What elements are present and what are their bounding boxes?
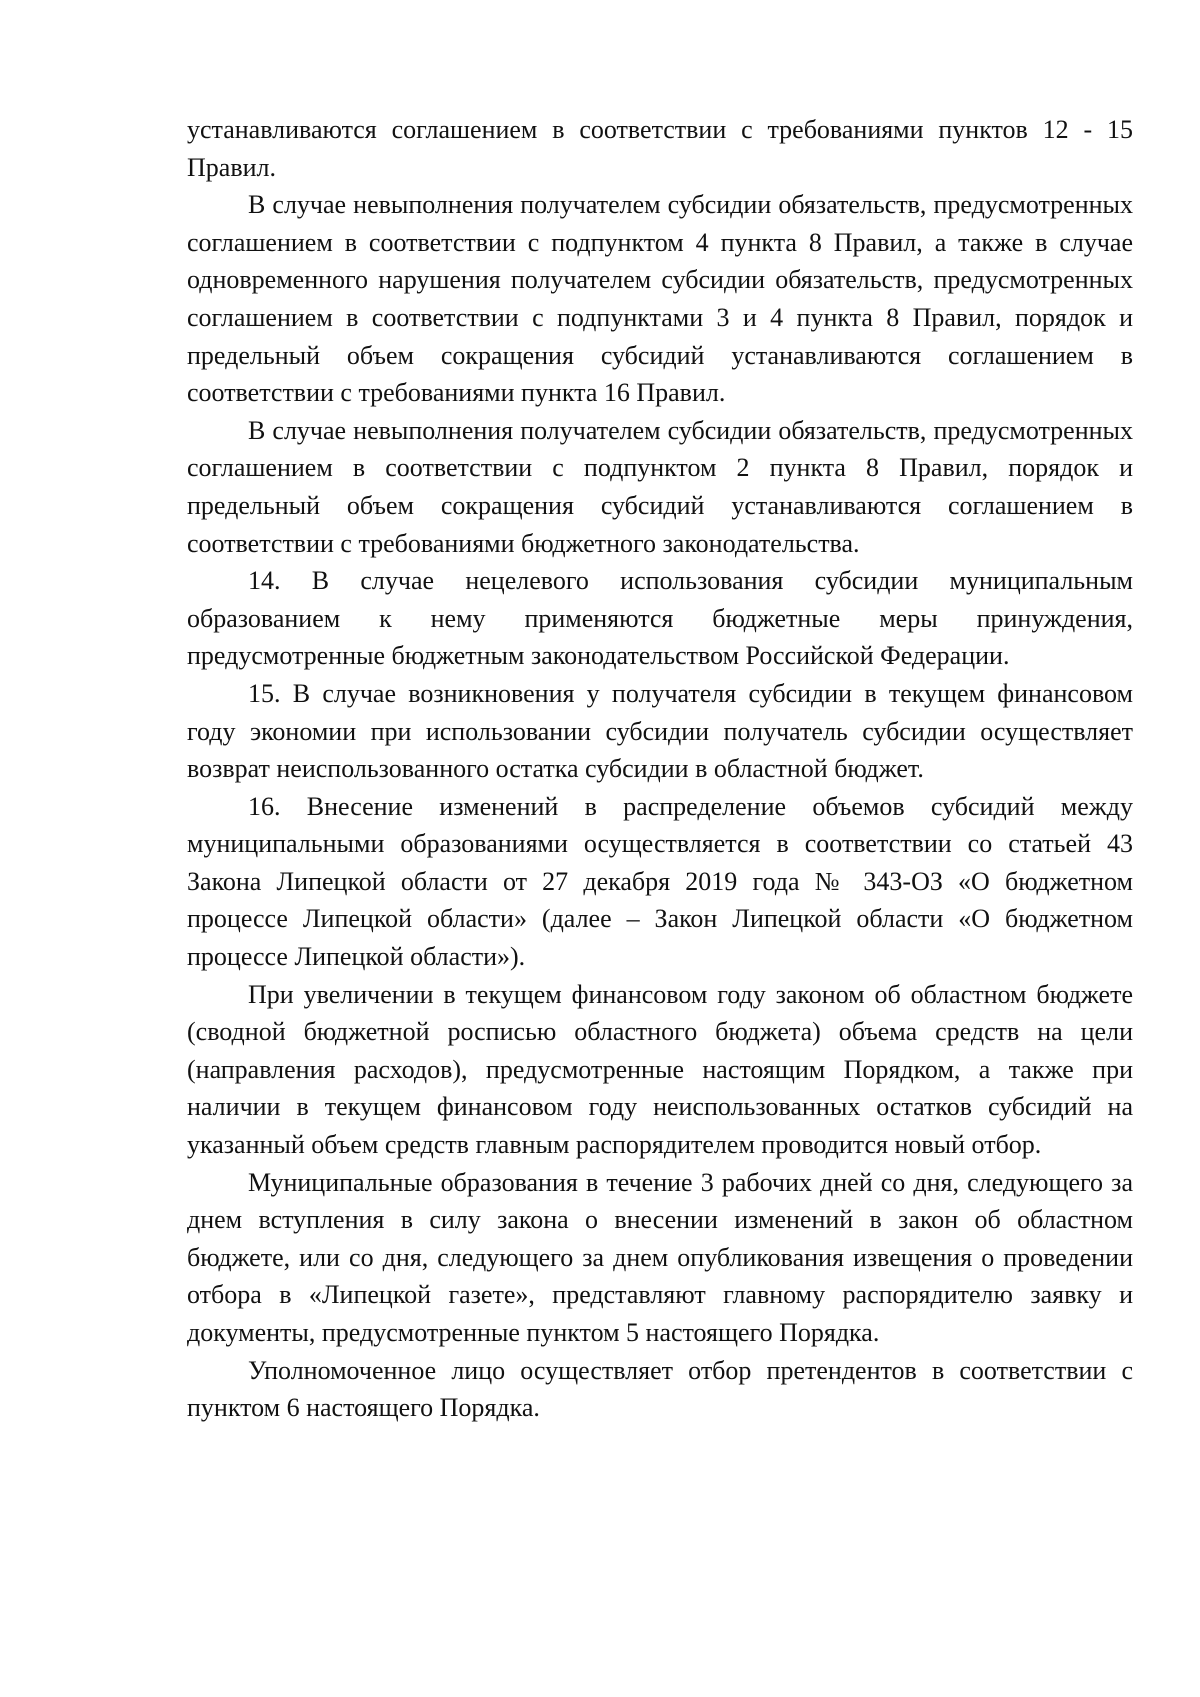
paragraph-reduction-subpoint-4: В случае невыполнения получателем субсидии обязательств, предусмотренных соглашением в соответствии с подпунктом 4 пункта 8 Правил, а также в случае одновременного нарушения получателем субсидии обязательств, предусмотренных соглашением в соответствии с подпунктами 3 и 4 пункта 8 Правил, порядок и предельный объем сокращения субсидий устанавливаются соглашением в соответствии с требованиями пункта 16 Правил. (187, 190, 1133, 408)
document-body (187, 111, 1133, 1427)
paragraph-budget-increase: При увеличении в текущем финансовом году законом об областном бюджете (сводной бюджетной росписью областного бюджета) объема средств на цели (направления расходов), предусмотренные настоящим Порядком, а также при наличии в текущем финансовом году неиспользованных остатков субсидий на указанный объем средств главным распорядителем проводится новый отбор. (187, 979, 1133, 1160)
paragraph-clause-15: 15. В случае возникновения у получателя субсидии в текущем финансовом году экономии при использовании субсидии получатель субсидии осуществляет возврат неиспользованного остатка субсидии в областной бюджет. (187, 678, 1133, 784)
paragraph-selection: Уполномоченное лицо осуществляет отбор претендентов в соответствии с пунктом 6 настоящего Порядка. (187, 1355, 1133, 1423)
paragraph-reduction-subpoint-2: В случае невыполнения получателем субсидии обязательств, предусмотренных соглашением в соответствии с подпунктом 2 пункта 8 Правил, порядок и предельный объем сокращения субсидий устанавливаются соглашением в соответствии с требованиями бюджетного законодательства. (187, 415, 1133, 558)
paragraph-continuation: устанавливаются соглашением в соответствии с требованиями пунктов 12 - 15 Правил. (187, 115, 1133, 182)
paragraph-clause-14: 14. В случае нецелевого использования субсидии муниципальным образованием к нему применяются бюджетные меры принуждения, предусмотренные бюджетным законодательством Российской Федерации. (187, 566, 1133, 671)
paragraph-municipal-application: Муниципальные образования в течение 3 рабочих дней со дня, следующего за днем вступления в силу закона о внесении изменений в закон об областном бюджете, или со дня, следующего за днем опубликования извещения о проведении отбора в «Липецкой газете», представляют главному распорядителю заявку и документы, предусмотренные пунктом 5 настоящего Порядка. (187, 1167, 1133, 1347)
paragraph-clause-16: 16. Внесение изменений в распределение объемов субсидий между муниципальными образованиями осуществляется в соответствии со статьей 43 Закона Липецкой области от 27 декабря 2019 года № 343-ОЗ «О бюджетном процессе Липецкой области» (далее – Закон Липецкой области «О бюджетном процессе Липецкой области»). (187, 791, 1133, 972)
